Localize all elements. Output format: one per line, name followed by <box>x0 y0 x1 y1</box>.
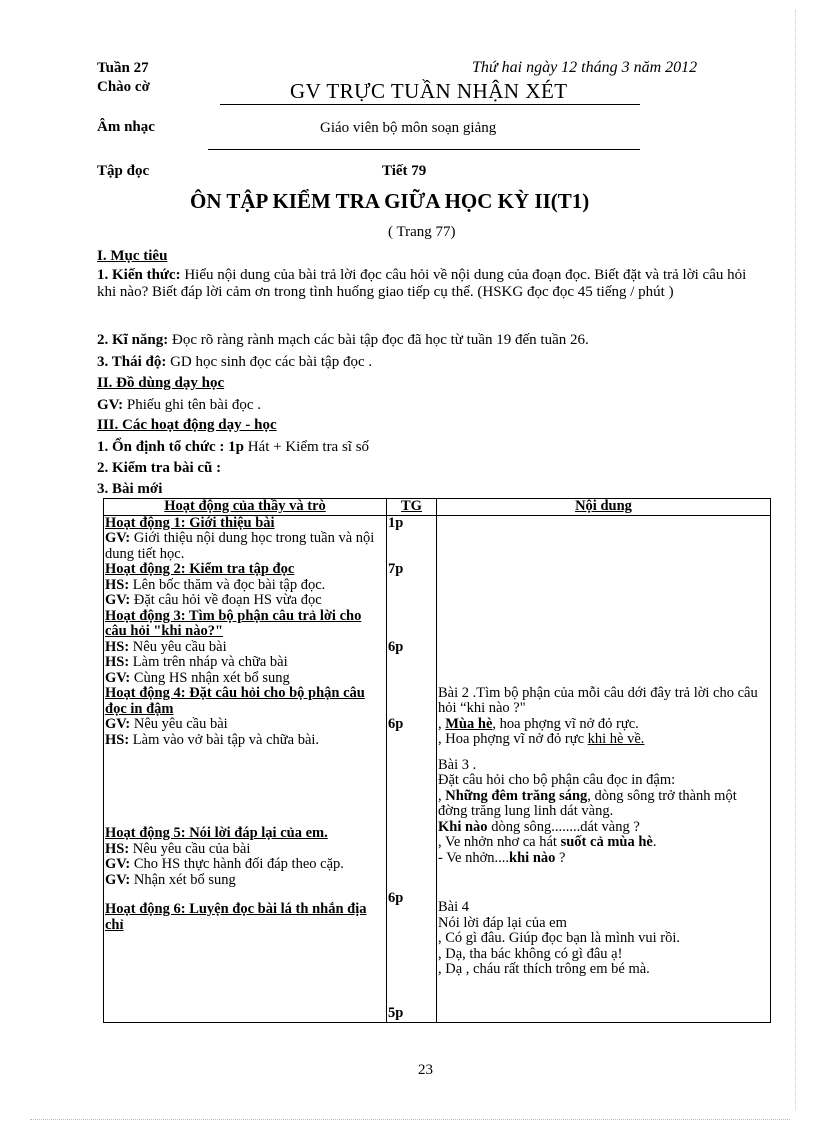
bai-moi: 3. Bài mới <box>97 481 163 497</box>
on-dinh-text: Hát + Kiểm tra sĩ số <box>247 439 370 455</box>
on-dinh-label: 1. Ổn định tổ chức : 1p <box>97 439 244 455</box>
tap-doc-label: Tập đọc <box>97 163 150 179</box>
section-hoat-dong <box>97 417 277 434</box>
hd5-hs-label: HS: <box>105 840 130 857</box>
hd2-time: 7p <box>388 561 404 577</box>
footer-border <box>30 1119 790 1120</box>
ki-nang-text: Đọc rõ ràng rành mạch các bài tập đọc đã học từ tuần 19 đến tuần 26. <box>172 332 589 348</box>
on-dinh-line <box>97 439 369 456</box>
bai3-q2-rest: ? <box>555 849 566 866</box>
bai2-prefix: , <box>438 715 446 732</box>
thai-do-paragraph <box>97 354 757 371</box>
hd1-gv-text: Giới thiệu nội dung học trong tuần và nội dung tiết học. <box>105 530 375 562</box>
hd3-time: 6p <box>388 638 404 655</box>
date-text: Thứ hai ngày 12 tháng 3 năm 2012 <box>472 59 698 76</box>
bai2-2-prefix: , Hoa phợng vĩ nở đỏ rực <box>438 731 588 747</box>
bai3-s2-rest: . <box>652 834 657 850</box>
page-reference: ( Trang 77) <box>388 224 456 240</box>
bai3-q1-bold: Khi nào <box>438 818 488 835</box>
hd2-gv-label: GV: <box>105 592 131 608</box>
hd3-gv-text: Cùng HS nhận xét bổ sung <box>133 669 290 686</box>
am-nhac-divider <box>208 149 640 150</box>
bai3-question-1 <box>438 820 769 836</box>
hd5-gv2-label: GV: <box>105 871 131 888</box>
bai4-instruction: Nói lời đáp lại của em <box>438 914 567 931</box>
section-hoat-dong-text: III. Các hoạt động dạy - học <box>97 417 277 433</box>
hd2-hs-label: HS: <box>105 576 130 593</box>
hd5-time: 6p <box>388 889 404 906</box>
hd4-gv-text: Nêu yêu cầu bài <box>133 716 228 732</box>
hd3-hs2-text: Làm trên nháp và chữa bài <box>132 654 288 670</box>
hd3-hs1-label: HS: <box>105 638 130 655</box>
week-label: Tuần 27 <box>97 60 149 76</box>
hd3-gv-label: GV: <box>105 669 131 686</box>
bai3-q2-bold: khi nào <box>509 849 556 866</box>
header-activity: Hoạt động của thầy và trò <box>104 499 387 516</box>
bai3-sentence-2 <box>438 835 769 851</box>
bai3-q2-prefix: - Ve nhởn.... <box>438 849 510 866</box>
hd2-hs-text: Lên bốc thăm và đọc bài tập đọc. <box>132 576 326 593</box>
title-underline <box>220 104 640 105</box>
ki-nang-label: 2. Kĩ năng: <box>97 332 169 348</box>
hd5-gv1-label: GV: <box>105 856 131 872</box>
time-column <box>387 515 437 1022</box>
activity-column <box>104 515 387 1022</box>
hd5-gv2-text: Nhận xét bổ sung <box>133 871 236 888</box>
am-nhac-label: Âm nhạc <box>97 119 155 135</box>
section-do-dung <box>97 375 224 392</box>
hd4-hs-text: Làm vào vở bài tập và chữa bài. <box>132 731 320 748</box>
bai3-question-2 <box>438 851 769 867</box>
hd2-title: Hoạt động 2: Kiểm tra tập đọc <box>105 561 295 577</box>
bai3-s2-bold: suốt cả mùa hè <box>560 834 653 850</box>
section-muc-tieu-text: I. Mục tiêu <box>97 248 168 264</box>
hd6-time: 5p <box>388 1005 404 1021</box>
hd1-time: 1p <box>388 514 404 531</box>
kiem-tra-bai-cu: 2. Kiểm tra bài cũ : <box>97 460 222 476</box>
hd4-hs-label: HS: <box>105 731 130 748</box>
hd5-title: Hoạt động 5: Nói lời đáp lại của em. <box>105 825 328 841</box>
hd4-time: 6p <box>388 716 404 732</box>
lesson-activities-table <box>103 498 771 1023</box>
header-time: TG <box>387 499 437 516</box>
bai3-sentence-1 <box>438 789 769 820</box>
bai3-s1-bold: Những đêm trăng sáng <box>445 787 588 804</box>
section-do-dung-text: II. Đồ dùng dạy học <box>97 375 225 391</box>
thai-do-text: GD học sinh đọc các bài tập đọc . <box>170 354 373 370</box>
bai2-underlined: Mùa hè <box>445 715 493 732</box>
table-body-row <box>104 515 771 1022</box>
bai2-sentence <box>438 717 769 733</box>
content-column <box>437 515 771 1022</box>
hd1-gv-label: GV: <box>105 530 131 546</box>
side-border <box>795 10 796 1110</box>
hd1-title: Hoạt động 1: Giới thiệu bài <box>105 514 275 531</box>
bai3-s1-rest: , dòng sông trở thành một đờng trăng lung linh dát vàng. <box>438 787 737 819</box>
table-header-row <box>104 499 771 516</box>
chao-co-title: GV TRỰC TUẦN NHẬN XÉT <box>290 79 568 103</box>
thai-do-label: 3. Thái độ: <box>97 354 167 370</box>
bai2-instruction: Bài 2 .Tìm bộ phận của mỗi câu dới đây trả lời cho câu hỏi “khi nào ?" <box>438 684 758 716</box>
bai3-title: Bài 3 . <box>438 756 477 773</box>
bai3-s1-prefix: , <box>438 787 446 804</box>
bai2-sentence-2 <box>438 732 769 748</box>
page-number: 23 <box>418 1062 433 1078</box>
header-content: Nội dung <box>437 499 771 516</box>
bai2-rest: , hoa phợng vĩ nở đỏ rực. <box>492 715 639 732</box>
gv-label: GV: <box>97 397 124 413</box>
bai3-s2-prefix: , Ve nhởn nhơ ca hát <box>438 834 561 850</box>
hd3-hs1-text: Nêu yêu cầu bài <box>132 638 227 655</box>
lesson-number: Tiết 79 <box>382 163 427 179</box>
hd4-gv-label: GV: <box>105 716 131 732</box>
section-muc-tieu <box>97 248 167 265</box>
bai4-answer-2: , Dạ, tha bác không có gì đâu ạ! <box>438 945 623 962</box>
kien-thuc-paragraph <box>97 267 757 301</box>
bai2-2-underlined: khi hè về. <box>587 731 645 747</box>
kien-thuc-text: Hiểu nội dung của bài trả lời đọc câu hỏi về nội dung của đoạn đọc. Biết đặt và trả lời câu hỏi khi nào? Biết đáp lời cảm ơn trong tình huống giao tiếp cụ thể. (HSKG đọc đọc 45 tiếng / phút ) <box>97 267 747 300</box>
am-nhac-note: Giáo viên bộ môn soạn giảng <box>320 120 497 136</box>
bai3-q1-rest: dòng sông........dát vàng ? <box>487 818 640 835</box>
hd6-title: Hoạt động 6: Luyện đọc bài lá th nhắn địa chỉ <box>105 901 367 933</box>
chao-co-label: Chào cờ <box>97 79 150 95</box>
hd3-hs2-label: HS: <box>105 654 130 670</box>
gv-materials-text: Phiếu ghi tên bài đọc . <box>126 397 262 413</box>
hd3-title: Hoạt động 3: Tìm bộ phận câu trả lời cho câu hỏi "khi nào?" <box>105 607 362 639</box>
bai4-answer-1: , Có gì đâu. Giúp đọc bạn là mình vui rồi. <box>438 930 681 946</box>
bai4-title: Bài 4 <box>438 899 470 915</box>
bai4-answer-3: , Dạ , cháu rất thích trông em bé mà. <box>438 961 650 977</box>
hd4-title: Hoạt động 4: Đặt câu hỏi cho bộ phận câu đọc in đậm <box>105 685 365 717</box>
kien-thuc-label: 1. Kiến thức: <box>97 267 181 283</box>
hd5-hs-text: Nêu yêu cầu của bài <box>132 840 251 857</box>
gv-materials <box>97 397 261 414</box>
hd2-gv-text: Đặt câu hỏi về đoạn HS vừa đọc <box>133 592 322 608</box>
hd5-gv1-text: Cho HS thực hành đối đáp theo cặp. <box>133 856 344 872</box>
lesson-title: ÔN TẬP KIỂM TRA GIỮA HỌC KỲ II(T1) <box>190 189 590 213</box>
ki-nang-paragraph <box>97 332 757 349</box>
bai3-instruction: Đặt câu hỏi cho bộ phận câu đọc in đậm: <box>438 772 676 788</box>
